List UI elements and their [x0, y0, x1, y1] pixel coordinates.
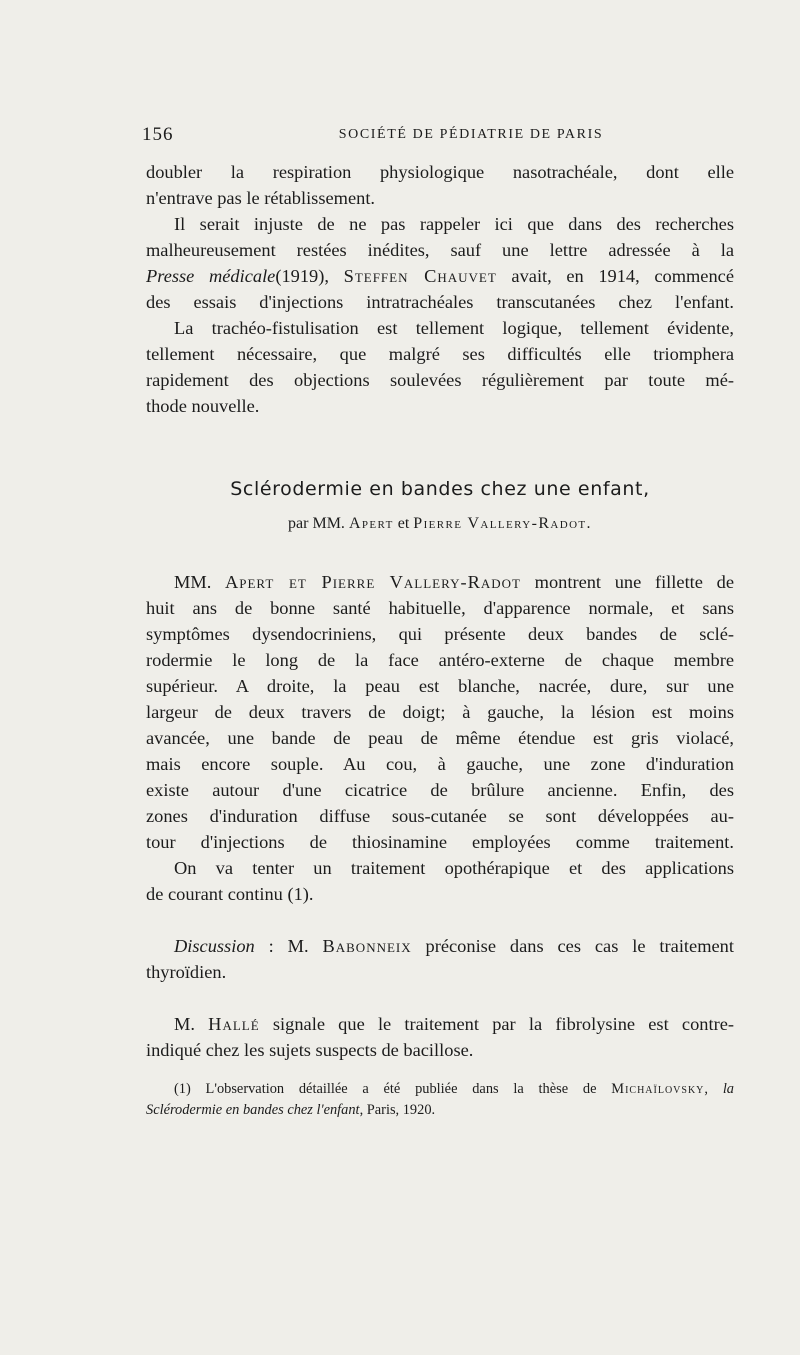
- text-line: largeur de deux travers de doigt; à gauche, la lésion est moins: [146, 702, 734, 722]
- text-line: Il serait injuste de ne pas rappeler ici que dans des recherches: [174, 214, 734, 234]
- text-line: thyroïdien.: [146, 962, 227, 982]
- text-fragment: préconise dans ces cas le traitement: [411, 936, 734, 956]
- author-name: Apert et Pierre Vallery-Radot: [224, 572, 521, 592]
- text-line: existe autour d'une cicatrice de brûlure ancienne. Enfin, des: [146, 780, 734, 800]
- text-line: de courant continu (1).: [146, 884, 314, 904]
- text-line: [146, 933, 734, 959]
- page-number: 156: [142, 124, 174, 145]
- text-line: [146, 569, 734, 595]
- running-title: SOCIÉTÉ DE PÉDIATRIE DE PARIS: [338, 127, 604, 142]
- text-line: indiqué chez les sujets suspects de bacillose.: [146, 1040, 474, 1060]
- running-head: [142, 124, 734, 150]
- text-line: avancée, une bande de peau de même étendue est gris violacé,: [146, 728, 734, 748]
- article-body: [146, 569, 734, 907]
- text-line: n'entrave pas le rétablissement.: [146, 188, 376, 208]
- journal-year: (1919),: [275, 266, 344, 286]
- book-page: [142, 0, 735, 1355]
- text-fragment: montrent une fillette de: [520, 572, 734, 592]
- text-line: supérieur. A droite, la peau est blanche, nacrée, dure, sur une: [146, 676, 734, 696]
- text-line: zones d'induration diffuse sous-cutanée se sont développées au-: [146, 806, 734, 826]
- discussion-paragraph: [146, 933, 734, 985]
- footnote-line: [146, 1100, 734, 1121]
- halle-paragraph: [146, 1011, 734, 1063]
- text-line: des essais d'injections intratrachéales transcutanées chez l'enfant.: [146, 292, 734, 312]
- author-name: Michaïlovsky: [611, 1081, 705, 1097]
- text-line: tour d'injections de thiosinamine employées comme traitement.: [146, 832, 734, 852]
- text-fragment: la: [722, 1081, 735, 1097]
- text-fragment: MM.: [174, 572, 225, 592]
- text-line: [146, 263, 734, 289]
- article-title: Sclérodermie en bandes chez une enfant,: [230, 478, 650, 500]
- text-line: symptômes dysendocriniens, qui présente deux bandes de sclé-: [146, 624, 734, 644]
- text-fragment: signale que le traitement par la fibrolysine est contre-: [259, 1014, 734, 1034]
- text-line: tellement nécessaire, que malgré ses difficultés elle triomphera: [146, 344, 734, 364]
- author-name: Pierre Vallery-Radot.: [413, 515, 592, 532]
- continued-text: [146, 159, 734, 419]
- thesis-title: Sclérodermie en bandes chez l'enfant: [146, 1102, 360, 1118]
- journal-name: Presse médicale: [146, 266, 276, 286]
- text-fragment: : M.: [254, 936, 323, 956]
- text-line: rapidement des objections soulevées régulièrement par toute mé-: [146, 370, 734, 390]
- text-fragment: , Paris, 1920.: [359, 1102, 436, 1118]
- text-fragment: avait, en 1914, commencé: [496, 266, 734, 286]
- text-line: malheureusement restées inédites, sauf une lettre adressée à la: [146, 240, 734, 260]
- text-fragment: ,: [704, 1081, 723, 1097]
- byline-prefix: par MM.: [288, 515, 349, 532]
- footnote-line: [146, 1079, 734, 1100]
- text-fragment: M.: [174, 1014, 209, 1034]
- text-fragment: (1) L'observation détaillée a été publiée dans la thèse de: [174, 1081, 612, 1097]
- text-line: thode nouvelle.: [146, 396, 260, 416]
- article-byline: [146, 515, 734, 533]
- text-line: rodermie le long de la face antéro-externe de chaque membre: [146, 650, 734, 670]
- author-name: Steffen Chauvet: [343, 266, 497, 286]
- byline-conjunction: et: [393, 515, 414, 532]
- text-line: [146, 1011, 734, 1037]
- discussion-label: Discussion: [174, 936, 255, 956]
- text-line: La trachéo-fistulisation est tellement logique, tellement évidente,: [174, 318, 734, 338]
- text-line: On va tenter un traitement opothérapique et des applications: [174, 858, 734, 878]
- text-line: huit ans de bonne santé habituelle, d'apparence normale, et sans: [146, 598, 734, 618]
- author-name: Apert: [348, 515, 394, 532]
- author-name: Babonneix: [322, 936, 412, 956]
- author-name: Hallé: [208, 1014, 260, 1034]
- text-line: mais encore souple. Au cou, à gauche, une zone d'induration: [146, 754, 734, 774]
- footnote: [146, 1079, 734, 1121]
- text-line: doubler la respiration physiologique nasotrachéale, dont elle: [146, 162, 734, 182]
